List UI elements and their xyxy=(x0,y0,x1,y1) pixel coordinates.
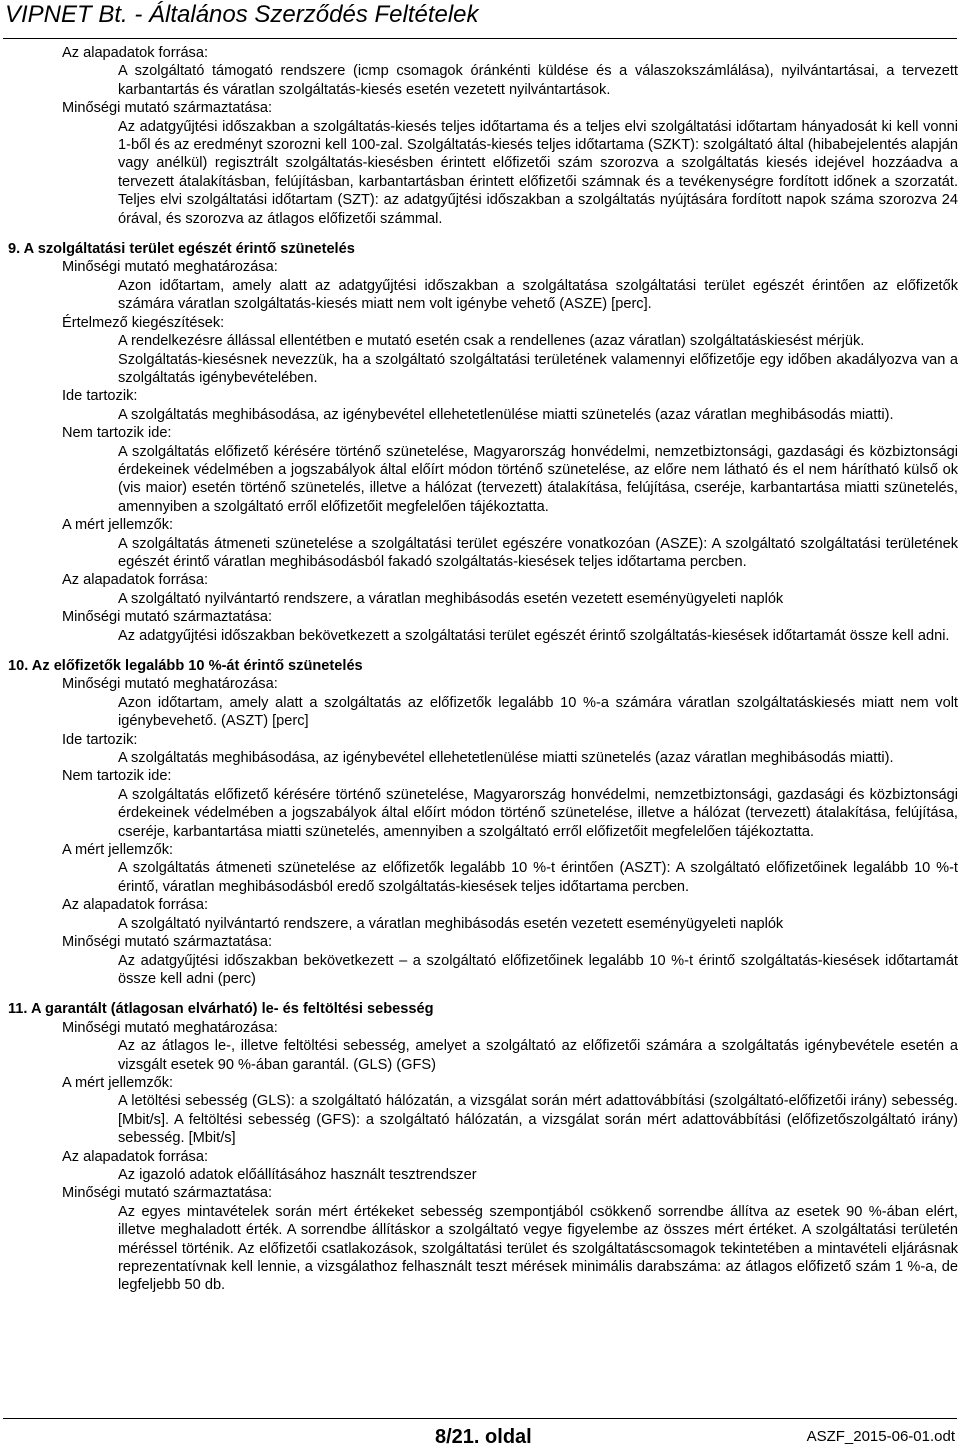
s9-includes-text: A szolgáltatás meghibásodása, az igénybevétel ellehetetlenülése miatti szünetelés (azaz váratlan meghibásodás miatti). xyxy=(118,406,894,423)
s10-measured-label: A mért jellemzők: xyxy=(62,842,174,859)
page-header xyxy=(3,0,957,39)
s11-measured-label: A mért jellemzők: xyxy=(62,1074,174,1091)
s11-derivation-text: Az egyes mintavételek során mért értékeket sebesség szempontjából csökkenő sorrendbe állítva az esetek 90 %-ában elért, illetve meghaladott érték. A sorrendbe állításkor a szolgáltató vegye figyelembe az összes mért értéket. A szolgáltatási területén méréssel történik. Az előfizetői csatlakozások, szolgáltatási terület és szolgáltatáscsomagok tekintetében a mintavételi eljárásnak reprezentatívnak kell lennie, a vizsgálathoz felhasznált teszt mérések minimális darabszáma: az átlagos előfizető szám 1 %-a, de legfeljebb 50 db. xyxy=(118,1203,958,1294)
s10-source-label: Az alapadatok forrása: xyxy=(62,897,209,914)
s11-source-text: Az igazoló adatok előállításához használt tesztrendszer xyxy=(118,1166,477,1183)
s9-definition-label: Minőségi mutató meghatározása: xyxy=(62,259,278,276)
section-9-title: 9. A szolgáltatási terület egészét érintő szünetelés xyxy=(8,241,355,258)
s11-derivation-label: Minőségi mutató származtatása: xyxy=(62,1185,273,1202)
s9-definition-text: Azon időtartam, amely alatt az adatgyűjtési időszakban a szolgáltatása szolgáltatási terület egészét érintően az előfizetők számára váratlan szolgáltatás-kiesés miatt nem volt igénybe vehető (ASZE) [perc]. xyxy=(118,277,958,313)
document-title: VIPNET Bt. - Általános Szerződés Feltételek xyxy=(5,1,479,28)
section-11 xyxy=(8,1000,958,1295)
s10-includes-label: Ide tartozik: xyxy=(62,731,138,748)
intro-source-text: A szolgáltató támogató rendszere (icmp csomagok óránkénti küldése és a válaszokszámlálása), nyilvántartásai, a tervezett karbantartás és váratlan szolgáltatás-kiesés esetén vezetett nyilvántartások. xyxy=(118,63,958,98)
s10-source-text: A szolgáltató nyilvántartó rendszere, a váratlan meghibásodás esetén vezetett eseményügyeleti naplók xyxy=(118,915,784,932)
page-footer xyxy=(3,1418,957,1449)
s10-excludes-label: Nem tartozik ide: xyxy=(62,768,172,785)
s11-definition-label: Minőségi mutató meghatározása: xyxy=(62,1019,278,1036)
s9-excludes-text: A szolgáltatás előfizető kérésére történő szünetelése, Magyarország honvédelmi, nemzetbiztonsági, gazdasági és közbiztonsági érdekeinek védelmében a jogszabályok által előírt módon történő szünetelése, az előre nem látható és el nem hárítható külső ok (vis maior) esetén történő szünetelés, illetve a hálózat (tervezett) átalakítása, felújítása, cseréje, karbantartása miatti szünetelés, amennyiben a szolgáltató erről előfizetőit megfelelően tájékoztatta. xyxy=(118,443,958,515)
section-9 xyxy=(8,240,958,645)
s10-definition-label: Minőségi mutató meghatározása: xyxy=(62,676,278,693)
s10-excludes-text: A szolgáltatás előfizető kérésére történő szünetelése, Magyarország honvédelmi, nemzetbiztonsági, gazdasági és közbiztonsági érdekeinek védelmében a jogszabályok által előírt módon történő szünetelése, illetve a hálózat (tervezett) átalakítása, felújítása, cseréje, karbantartása miatti szünetelés, amennyiben a szolgáltató erről előfizetőit megfelelően tájékoztatta. xyxy=(118,786,958,840)
page-number: 8/21. oldal xyxy=(435,1426,532,1448)
s9-excludes-label: Nem tartozik ide: xyxy=(62,425,172,442)
document-filename: ASZF_2015-06-01.odt xyxy=(806,1428,955,1445)
s9-notes-label: Értelmező kiegészítések: xyxy=(62,314,225,331)
s9-notes-text-2: Szolgáltatás-kiesésnek nevezzük, ha a szolgáltató szolgáltatási területének valamennyi előfizetője egy időben akadályozva van a szolgáltatás igénybevételében. xyxy=(118,351,958,386)
s9-source-text: A szolgáltató nyilvántartó rendszere, a váratlan meghibásodás esetén vezetett eseményügyeleti naplók xyxy=(118,590,784,607)
document-body xyxy=(8,44,958,1295)
s10-derivation-label: Minőségi mutató származtatása: xyxy=(62,934,273,951)
s9-includes-label: Ide tartozik: xyxy=(62,388,138,405)
s10-definition-text: Azon időtartam, amely alatt a szolgáltatás az előfizetők legalább 10 %-a számára váratlan szolgáltatáskiesés miatt nem volt igénybevehető. (ASZT) [perc] xyxy=(118,694,958,730)
s9-source-label: Az alapadatok forrása: xyxy=(62,572,209,589)
s9-measured-text: A szolgáltatás átmeneti szünetelése a szolgáltatási terület egészére vonatkozóan (ASZE): A szolgáltató szolgáltatási területének egészét érintő váratlan meghibásodásból fakadó szolgáltatás-kiesések teljes időtartama percben. xyxy=(118,535,958,570)
intro-derivation-label: Minőségi mutató származtatása: xyxy=(62,100,273,117)
intro-derivation-text: Az adatgyűjtési időszakban a szolgáltatás-kiesés teljes időtartama és a teljes elvi szolgáltatási időtartam hányadosát ki kell vonni 1-ből és az eredményt szorozni kell 100-zal. Szolgáltatás-kiesés teljes időtartama (SZKT): szolgáltató által (hibabejelentés alapján vagy anélkül) regisztrált szolgáltatás-kiesésben érintett előfizetői szám szorozva a szolgáltatás kiesés idejével hozzáadva a tervezett átalakításban, felújításban, karbantartásban érintett előfizetői számnak és a tevékenységre fordított időnek a szorzatát. Teljes elvi szolgáltatási időtartam (SZT): az adatgyűjtési időszakban a szolgáltatás nyújtására fordított napok száma szorozva 24 órával, és szorozva az átlagos előfizetői számmal. xyxy=(118,118,958,227)
s11-measured-text: A letöltési sebesség (GLS): a szolgáltató hálózatán, a vizsgálat során mért adattovábbítási (szolgáltató-előfizetői irány) sebesség. [Mbit/s]. A feltöltési sebesség (GFS): a szolgáltató hálózatán, a vizsgálat során mért adattovábbítási (előfizetőszolgáltató irány) sebesség. [Mbit/s] xyxy=(118,1093,958,1147)
intro-source-label: Az alapadatok forrása: xyxy=(62,45,209,61)
s11-definition-text: Az az átlagos le-, illetve feltöltési sebesség, amelyet a szolgáltató az előfizetői számára a szolgáltatás igénybevétele esetén a vizsgált esetek 90 %-ában garantál. (GLS) (GFS) xyxy=(118,1038,958,1073)
section-11-title: 11. A garantált (átlagosan elvárható) le- és feltöltési sebesség xyxy=(8,1001,434,1018)
section-10-title: 10. Az előfizetők legalább 10 %-át érintő szünetelés xyxy=(8,658,363,674)
s11-source-label: Az alapadatok forrása: xyxy=(62,1148,209,1165)
s9-measured-label: A mért jellemzők: xyxy=(62,517,174,534)
section-10 xyxy=(8,657,958,988)
s9-derivation-label: Minőségi mutató származtatása: xyxy=(62,609,273,626)
s10-derivation-text: Az adatgyűjtési időszakban bekövetkezett – a szolgáltató előfizetőinek legalább 10 %-t érintő szolgáltatás-kiesések időtartamát össze kell adni (perc) xyxy=(118,952,958,987)
s9-derivation-text: Az adatgyűjtési időszakban bekövetkezett a szolgáltatási terület egészét érintő szolgáltatás-kiesések időtartamát össze kell adni. xyxy=(118,627,950,644)
s10-includes-text: A szolgáltatás meghibásodása, az igénybevétel ellehetetlenülése miatti szünetelés (azaz váratlan meghibásodás miatti). xyxy=(118,750,894,767)
s10-measured-text: A szolgáltatás átmeneti szünetelése az előfizetők legalább 10 %-t érintően (ASZT): A szolgáltató előfizetőinek legalább 10 %-t érintő, váratlan meghibásodásból eredő szolgáltatás-kiesések teljes időtartama percben. xyxy=(118,860,958,895)
s9-notes-text-1: A rendelkezésre állással ellentétben e mutató esetén csak a rendellenes (azaz váratlan) szolgáltatáskiesést mérjük. xyxy=(118,333,865,350)
